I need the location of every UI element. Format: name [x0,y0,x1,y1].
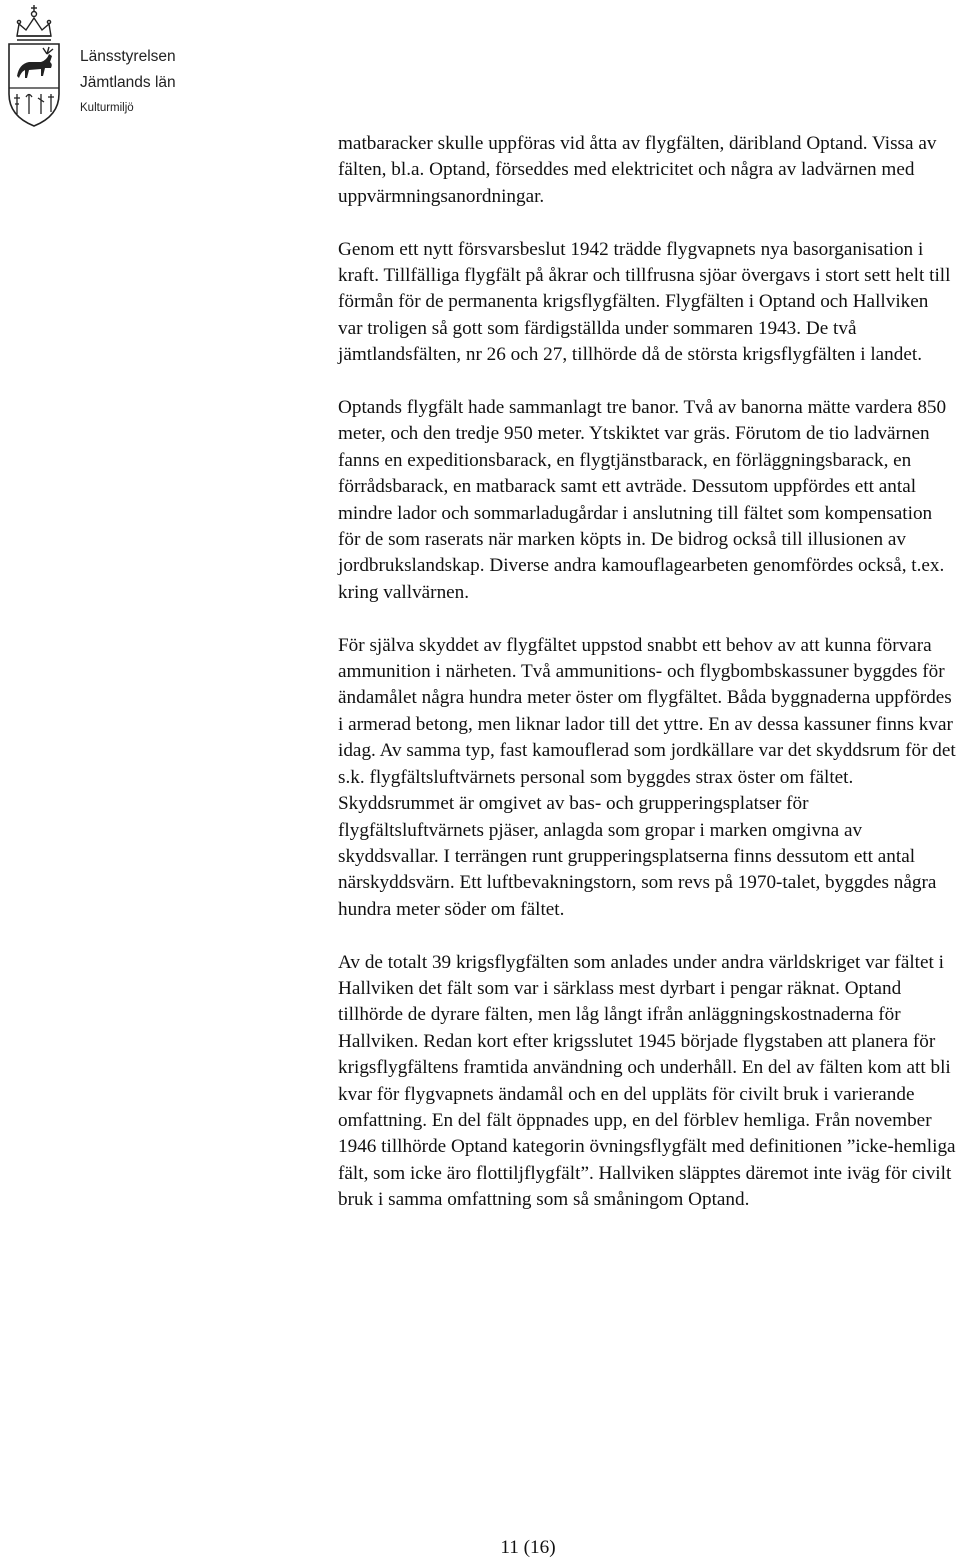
paragraph: Av de totalt 39 krigsflygfälten som anlades under andra världskriget var fältet i Hallviken det fält som var i särklass mest dyrbart i pengar räknat. Optand tillhörde de dyrare fälten, men låg långt ifrån anläggningskostnaderna för Hallviken. Redan kort efter krigsslutet 1945 började flygstaben att planera för krigsflygfältens framtida användning och underhåll. En del av fälten kom att bli kvar för flygvapnets ändamål och en del uppläts för civilt bruk i varierande omfattning. En del fält öppnades upp, en del förblev hemliga. Från november 1946 tillhörde Optand kategorin övningsflygfält med definitionen ”icke-hemliga fält, som icke äro flottiljflygfält”. Hallviken släpptes däremot inte iväg för civilt bruk i samma omfattning som så småningom Optand. [338,951,956,1211]
paragraph: Genom ett nytt försvarsbeslut 1942 trädde flygvapnets nya basorganisation i kraft. Tillfälliga flygfält på åkrar och tillfrusna sjöar övergavs i stort sett helt till förmån för de permanenta krigsflygfälten. Flygfälten i Optand och Hallviken var troligen så gott som färdigställda under sommaren 1943. De två jämtlandsfälten, nr 26 och 27, tillhörde då de största krigsflygfälten i landet. [338,238,951,366]
department-name: Kulturmiljö [80,102,134,114]
page-number: 11 (16) [500,1537,556,1558]
paragraph: Optands flygfält hade sammanlagt tre banor. Två av banorna mätte vardera 850 meter, och den tredje 950 meter. Ytskiktet var gräs. Förutom de tio ladvärnen fanns en expeditionsbarack, en flygtjänstbarack, en förläggningsbarack, en förrådsbarack, en matbarack samt ett avträde. Dessutom uppfördes ett antal mindre lador och sommarladugårdar i anslutning till fältet som kompensation för de som raserats när marken köpts in. De bidrog också till illusionen av jordbrukslandskap. Diverse andra kamouflagearbeten genomfördes också, t.ex. kring vallvärnen. [338,397,947,603]
paragraph: För själva skyddet av flygfältet uppstod snabbt ett behov av att kunna förvara ammunition i närheten. Två ammunitions- och flygbombskassuner byggdes för ändamålet några hundra meter öster om flygfältet. Båda byggnaderna uppfördes i armerad betong, men liknar lador till det yttre. En av dessa kassuner finns kvar idag. Av samma typ, fast kamouflerad som jordkällare var det skyddsrum för det s.k. flygfältsluftvärnets personal som byggdes strax öster om fältet. Skyddsrummet är omgivet av bas- och grupperingsplatser för flygfältsluftvärnets pjäser, anlagda som gropar i marken omgivna av skyddsvallar. I terrängen runt grupperingsplatserna finns dessutom ett antal närskyddsvärn. Ett luftbevakningstorn, som revs på 1970-talet, byggdes några hundra meter söder om fältet. [338,634,956,920]
org-name: Länsstyrelsen [80,48,176,65]
county-coat-of-arms-icon [3,2,65,130]
document-body [338,131,956,1214]
paragraph: matbaracker skulle uppföras vid åtta av flygfälten, däribland Optand. Vissa av fälten, bl.a. Optand, förseddes med elektricitet och några av ladvärnen med uppvärmningsanordningar. [338,133,937,207]
page-header [0,0,260,140]
county-name: Jämtlands län [80,74,176,91]
